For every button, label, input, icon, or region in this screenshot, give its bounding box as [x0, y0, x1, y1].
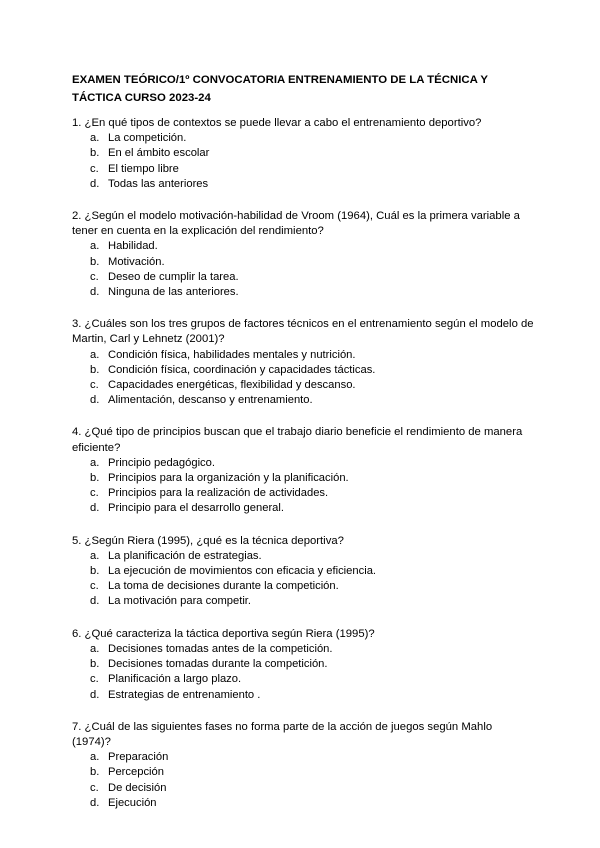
option-text: La competición.: [108, 132, 187, 145]
answer-option: [72, 239, 534, 254]
option-list: [72, 239, 534, 300]
option-text: En el ámbito escolar: [108, 147, 210, 160]
option-text: Habilidad.: [108, 240, 158, 253]
answer-option: [72, 255, 534, 270]
answer-option: [72, 363, 534, 378]
option-text: Percepción: [108, 766, 164, 779]
option-list: [72, 549, 534, 610]
option-letter: b.: [90, 363, 100, 376]
option-letter: c.: [90, 673, 99, 686]
question-list: [72, 116, 534, 828]
answer-option: [72, 456, 534, 471]
option-text: Principio para el desarrollo general.: [108, 502, 284, 515]
option-text: El tiempo libre: [108, 162, 179, 175]
option-text: Deseo de cumplir la tarea.: [108, 270, 239, 283]
option-text: De decisión: [108, 781, 167, 794]
option-text: Decisiones tomadas antes de la competición.: [108, 642, 333, 655]
answer-option: [72, 642, 534, 657]
answer-option: [72, 285, 534, 300]
answer-option: [72, 579, 534, 594]
answer-option: [72, 177, 534, 192]
option-list: [72, 456, 534, 517]
option-text: La motivación para competir.: [108, 595, 252, 608]
option-letter: a.: [90, 240, 100, 253]
option-letter: c.: [90, 487, 99, 500]
option-text: Principios para la organización y la planificación.: [108, 472, 349, 485]
option-list: [72, 642, 534, 703]
option-letter: c.: [90, 270, 99, 283]
answer-option: [72, 549, 534, 564]
option-letter: c.: [90, 379, 99, 392]
answer-option: [72, 750, 534, 765]
option-text: Planificación a largo plazo.: [108, 673, 242, 686]
answer-option: [72, 501, 534, 516]
question-4: [72, 425, 534, 516]
option-letter: a.: [90, 348, 100, 361]
question-7: [72, 720, 534, 811]
option-text: Estrategias de entrenamiento .: [108, 688, 261, 701]
option-letter: a.: [90, 751, 100, 764]
option-text: Condición física, habilidades mentales y nutrición.: [108, 348, 356, 361]
option-text: La planificación de estrategias.: [108, 549, 262, 562]
answer-option: [72, 162, 534, 177]
option-list: [72, 131, 534, 192]
option-letter: b.: [90, 565, 100, 578]
answer-option: [72, 378, 534, 393]
option-text: Principio pedagógico.: [108, 456, 215, 469]
option-text: Ninguna de las anteriores.: [108, 286, 239, 299]
option-list: [72, 750, 534, 811]
option-text: Ejecución: [108, 796, 157, 809]
answer-option: [72, 672, 534, 687]
question-stem: 4. ¿Qué tipo de principios buscan que el trabajo diario beneficie el rendimiento de manera eficiente?: [72, 426, 523, 454]
option-letter: a.: [90, 132, 100, 145]
option-letter: b.: [90, 147, 100, 160]
answer-option: [72, 486, 534, 501]
answer-option: [72, 594, 534, 609]
option-text: Condición física, coordinación y capacidades tácticas.: [108, 363, 376, 376]
option-letter: b.: [90, 766, 100, 779]
answer-option: [72, 765, 534, 780]
answer-option: [72, 146, 534, 161]
question-3: [72, 317, 534, 408]
question-5: [72, 534, 534, 610]
answer-option: [72, 471, 534, 486]
option-letter: b.: [90, 658, 100, 671]
question-1: [72, 116, 534, 192]
option-letter: d.: [90, 177, 100, 190]
option-letter: d.: [90, 286, 100, 299]
answer-option: [72, 657, 534, 672]
page-title: [72, 71, 542, 107]
option-letter: a.: [90, 456, 100, 469]
option-letter: d.: [90, 502, 100, 515]
answer-option: [72, 348, 534, 363]
option-letter: d.: [90, 595, 100, 608]
question-stem: 5. ¿Según Riera (1995), ¿qué es la técnica deportiva?: [72, 534, 344, 547]
option-text: Motivación.: [108, 255, 165, 268]
option-text: Todas las anteriores: [108, 177, 209, 190]
question-stem: 7. ¿Cuál de las siguientes fases no forma parte de la acción de juegos según Mahlo (1974)?: [72, 720, 493, 748]
answer-option: [72, 688, 534, 703]
option-letter: c.: [90, 580, 99, 593]
question-stem: 6. ¿Qué caracteriza la táctica deportiva según Riera (1995)?: [72, 627, 375, 640]
option-letter: d.: [90, 796, 100, 809]
answer-option: [72, 564, 534, 579]
question-2: [72, 209, 534, 300]
option-letter: b.: [90, 255, 100, 268]
answer-option: [72, 393, 534, 408]
option-text: Principios para la realización de actividades.: [108, 487, 329, 500]
option-text: Alimentación, descanso y entrenamiento.: [108, 394, 313, 407]
option-letter: c.: [90, 162, 99, 175]
option-text: La ejecución de movimientos con eficacia y eficiencia.: [108, 565, 377, 578]
option-text: Decisiones tomadas durante la competición.: [108, 658, 328, 671]
title-line-2: TÁCTICA CURSO 2023-24: [72, 92, 211, 104]
option-list: [72, 348, 534, 409]
option-letter: d.: [90, 688, 100, 701]
answer-option: [72, 781, 534, 796]
question-stem: 3. ¿Cuáles son los tres grupos de factores técnicos en el entrenamiento según el modelo de Martin, Carl y Lehnetz (2001)?: [72, 318, 534, 346]
option-text: Capacidades energéticas, flexibilidad y descanso.: [108, 379, 356, 392]
option-letter: d.: [90, 394, 100, 407]
option-letter: a.: [90, 642, 100, 655]
answer-option: [72, 796, 534, 811]
option-letter: a.: [90, 549, 100, 562]
question-stem: 1. ¿En qué tipos de contextos se puede llevar a cabo el entrenamiento deportivo?: [72, 117, 482, 129]
title-line-1: EXAMEN TEÓRICO/1º CONVOCATORIA ENTRENAMIENTO DE LA TÉCNICA Y: [72, 74, 488, 86]
question-stem: 2. ¿Según el modelo motivación-habilidad de Vroom (1964), Cuál es la primera variable a tener en cuenta en la explicación del rendimiento?: [72, 210, 520, 238]
answer-option: [72, 270, 534, 285]
question-6: [72, 627, 534, 703]
option-text: La toma de decisiones durante la competición.: [108, 580, 339, 593]
answer-option: [72, 131, 534, 146]
option-letter: c.: [90, 781, 99, 794]
option-text: Preparación: [108, 751, 169, 764]
option-letter: b.: [90, 472, 100, 485]
